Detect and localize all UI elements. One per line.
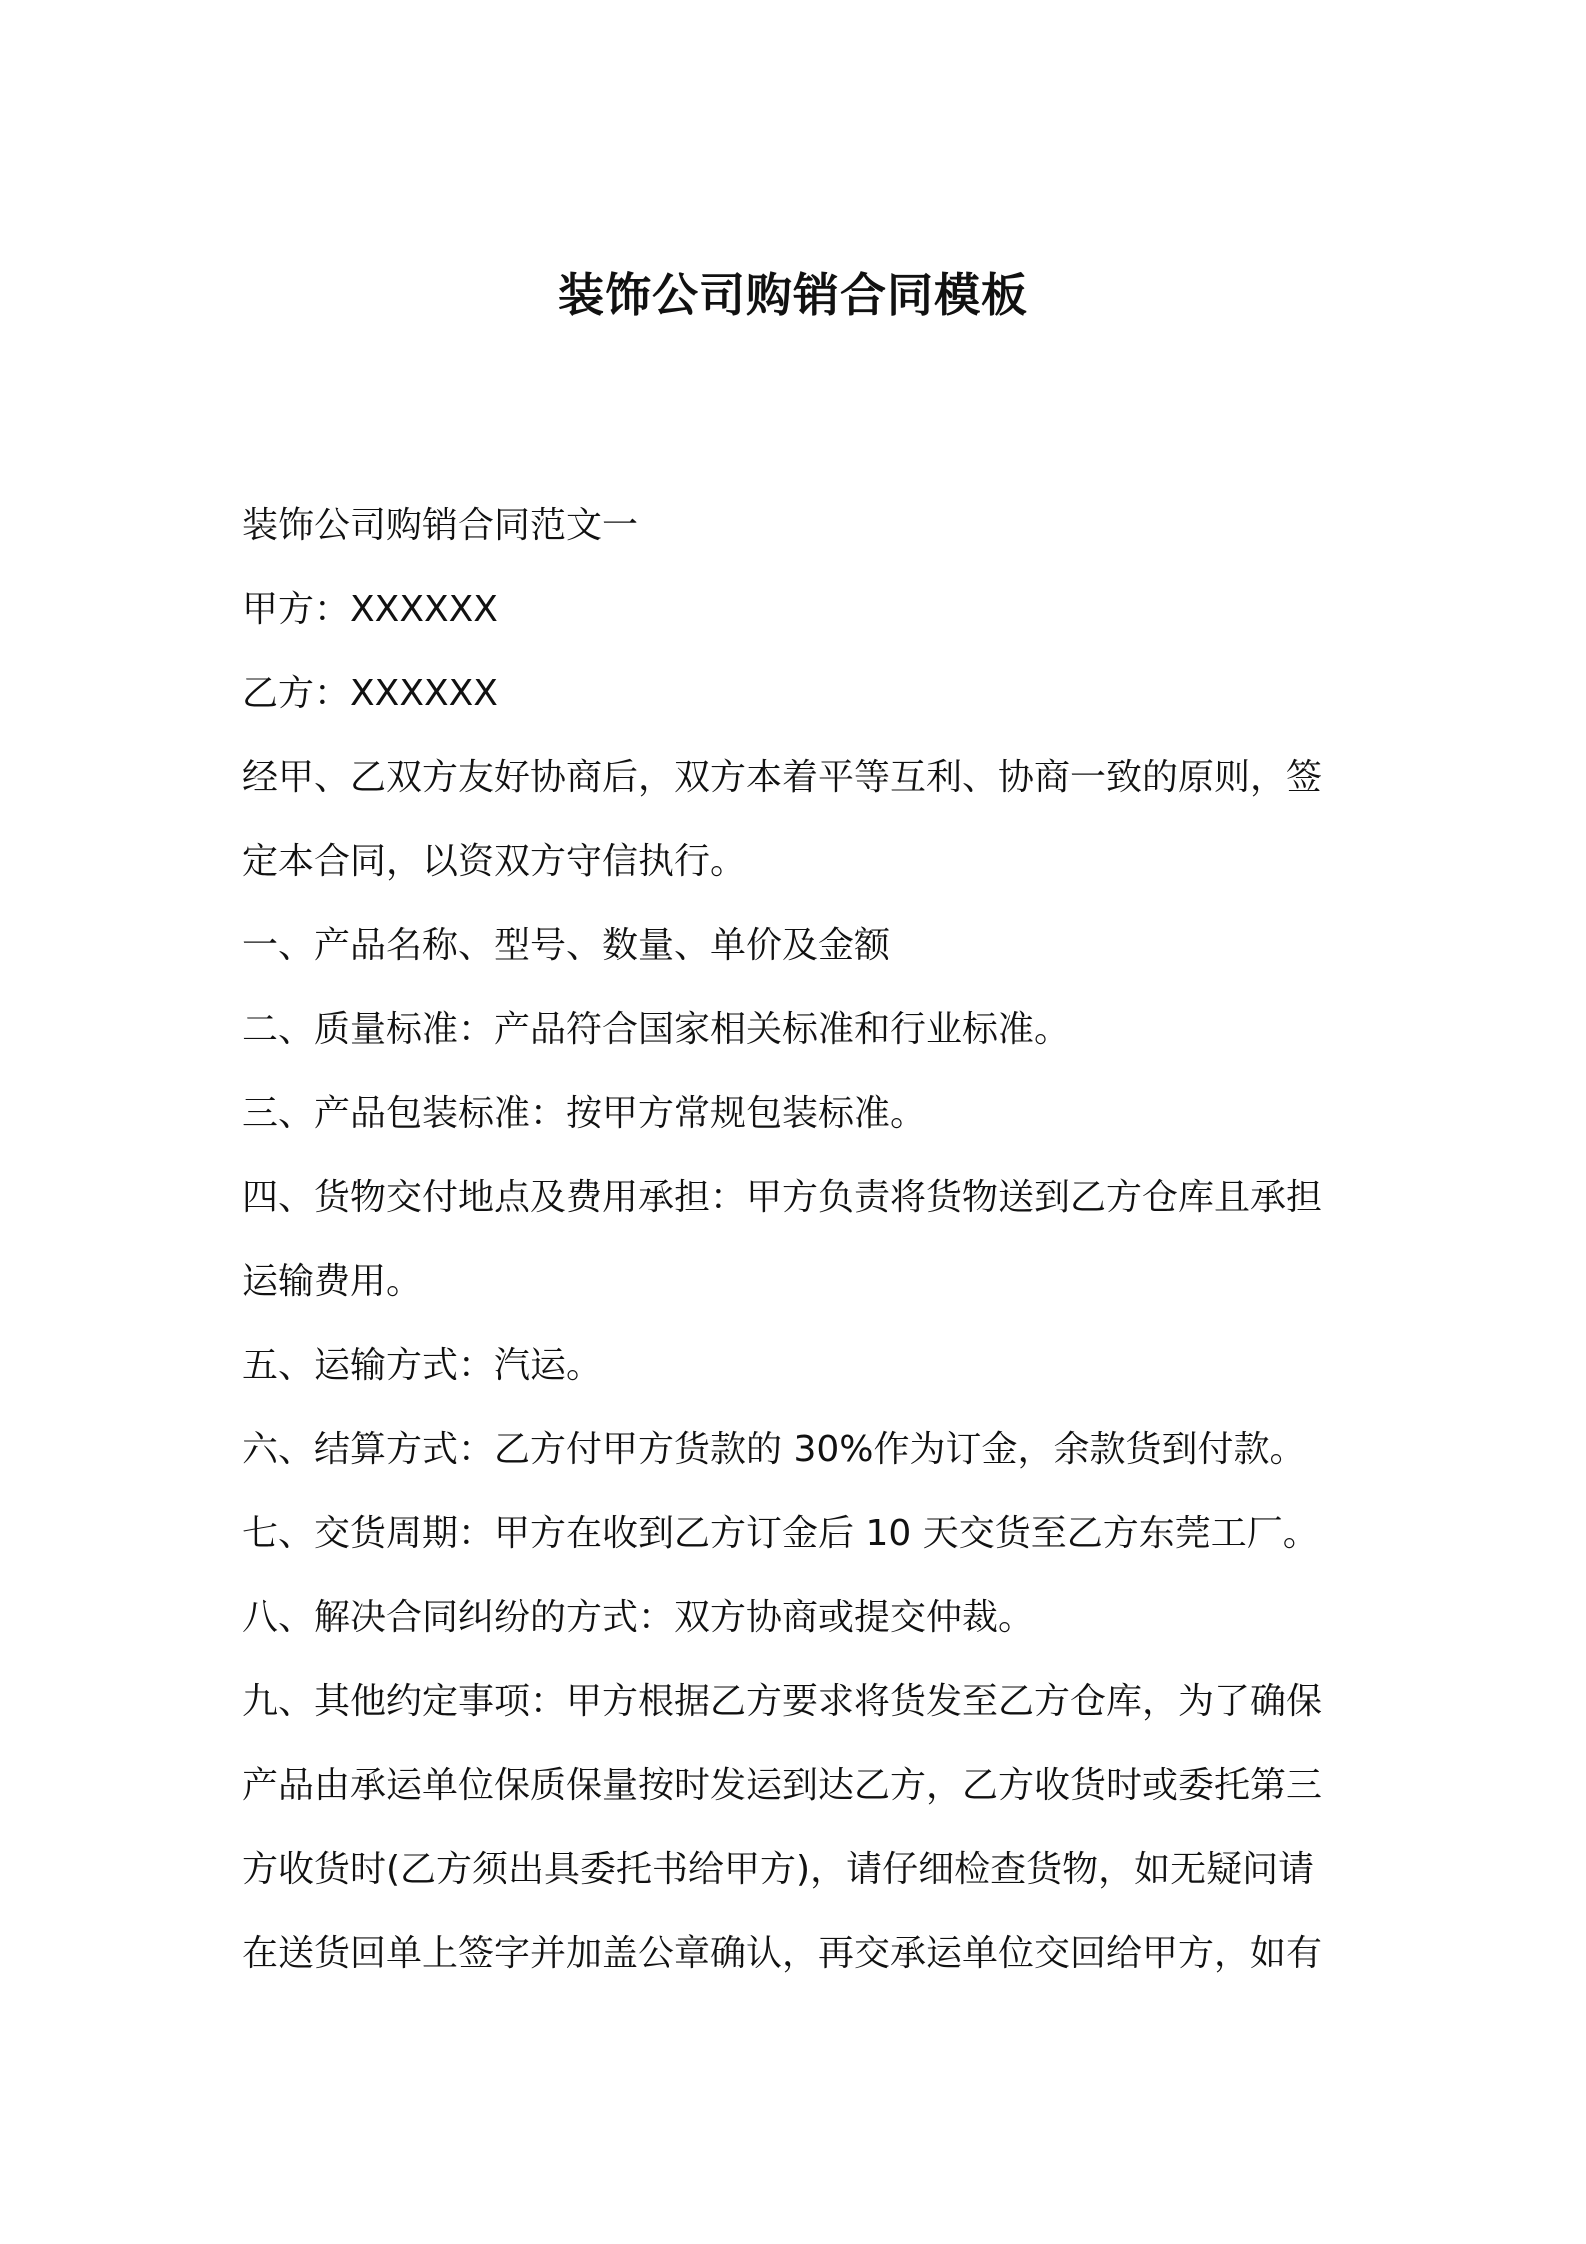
clause-6: 六、结算方式：乙方付甲方货款的 30%作为订金，余款货到付款。 — [242, 1429, 1306, 1470]
clause-9-continued: 在送货回单上签字并加盖公章确认，再交承运单位交回给甲方，如有 — [242, 1933, 1323, 1974]
clause-4: 四、货物交付地点及费用承担：甲方负责将货物送到乙方仓库且承担 — [242, 1177, 1323, 1218]
clause-9-continued: 方收货时(乙方须出具委托书给甲方)，请仔细检查货物，如无疑问请 — [242, 1849, 1315, 1890]
preamble-line: 定本合同，以资双方守信执行。 — [242, 841, 747, 882]
clause-9: 九、其他约定事项：甲方根据乙方要求将货发至乙方仓库，为了确保 — [242, 1681, 1323, 1722]
clause-2: 二、质量标准：产品符合国家相关标准和行业标准。 — [242, 1009, 1071, 1050]
party-b-line: 乙方：XXXXXX — [242, 673, 498, 714]
preamble-line: 经甲、乙双方友好协商后，双方本着平等互利、协商一致的原则，签 — [242, 757, 1323, 798]
clause-5: 五、运输方式：汽运。 — [242, 1345, 603, 1386]
clause-7: 七、交货周期：甲方在收到乙方订金后 10 天交货至乙方东莞工厂。 — [242, 1513, 1319, 1554]
clause-3: 三、产品包装标准：按甲方常规包装标准。 — [242, 1093, 927, 1134]
document-body — [242, 484, 1354, 1996]
document-title: 装饰公司购销合同模板 — [558, 268, 1028, 322]
clause-4-continued: 运输费用。 — [242, 1261, 423, 1302]
section-heading: 装饰公司购销合同范文一 — [242, 505, 639, 546]
clause-9-continued: 产品由承运单位保质保量按时发运到达乙方，乙方收货时或委托第三 — [242, 1765, 1323, 1806]
clause-1: 一、产品名称、型号、数量、单价及金额 — [242, 925, 891, 966]
party-a-line: 甲方：XXXXXX — [242, 589, 498, 630]
clause-8: 八、解决合同纠纷的方式：双方协商或提交仲裁。 — [242, 1597, 1035, 1638]
